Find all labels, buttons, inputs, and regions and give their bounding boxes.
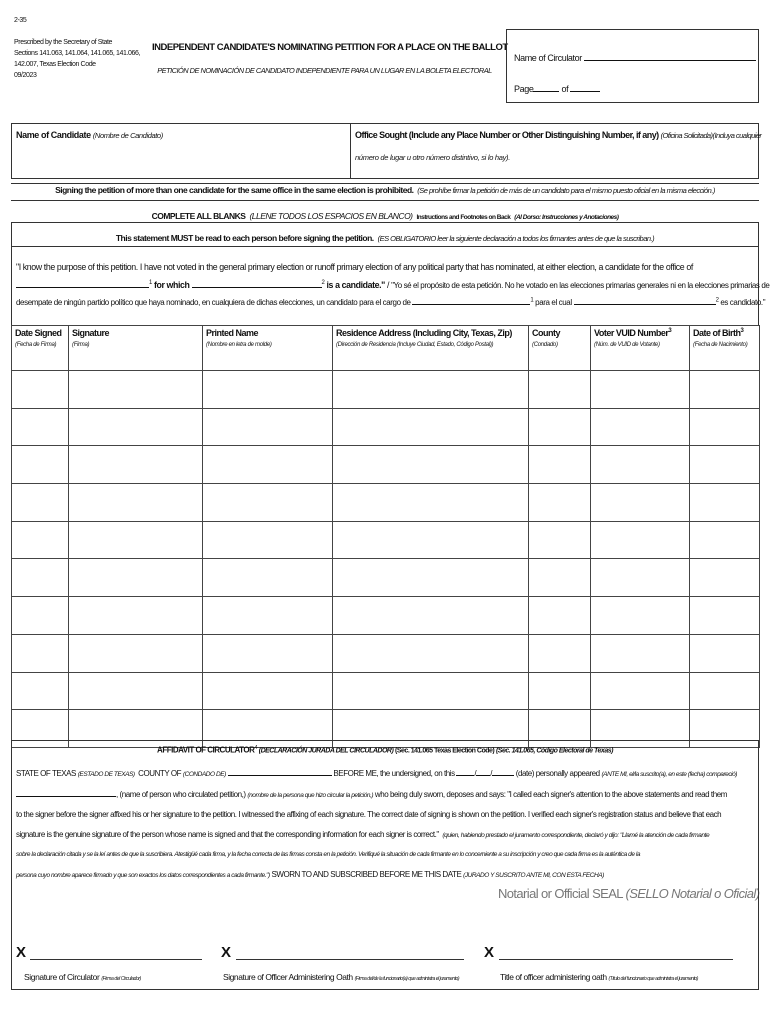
county-cell[interactable] [529, 559, 591, 597]
signature-cell[interactable] [69, 408, 203, 446]
col-county: County (Condado) [529, 326, 591, 371]
office-sought-label: Office Sought (Include any Place Number or Other Distinguishing Number, if any) (Oficina Solicitada)(Incluya cualquier [355, 130, 762, 140]
page-total-field[interactable] [570, 82, 600, 92]
prescribed-line: Prescribed by the Secretary of State [14, 39, 113, 46]
county-cell[interactable] [529, 484, 591, 522]
date-signed-cell[interactable] [12, 408, 69, 446]
col-printed-name: Printed Name (Nombre en letra de molde) [203, 326, 333, 371]
office-sought-label-es: número de lugar u otro número distintivo, si lo hay). [355, 153, 511, 162]
col-signature: Signature (Firma) [69, 326, 203, 371]
affidavit-title: AFFIDAVIT OF CIRCULATOR$^4$ (DECLARACIÓN JURADA DEL CIRCULADOR) (Sec. 141.065 Texas Election Code) (Sec. 141.065, Código Electoral de Texas) [157, 745, 613, 755]
printed-name-cell[interactable] [203, 371, 333, 409]
signature-cell[interactable] [69, 521, 203, 559]
candidate-name-field[interactable] [13, 145, 348, 177]
prohibited-notice: Signing the petition of more than one candidate for the same office in the same election is prohibited. (Se prohíbe firmar la petición de más de un candidato para el mismo puesto oficial en la misma elección.) [55, 185, 715, 195]
residence-address-cell[interactable] [333, 484, 529, 522]
table-row [12, 484, 760, 522]
signature-cell[interactable] [69, 446, 203, 484]
residence-address-cell[interactable] [333, 521, 529, 559]
vuid-cell[interactable] [591, 521, 690, 559]
residence-address-cell[interactable] [333, 672, 529, 710]
date-of-birth-cell[interactable] [690, 446, 760, 484]
vuid-cell[interactable] [591, 408, 690, 446]
col-residence: Residence Address (Including City, Texas, Zip) (Dirección de Residencia (Incluye Ciudad, Estado, Código Postal)) [333, 326, 529, 371]
county-cell[interactable] [529, 597, 591, 635]
date-of-birth-cell[interactable] [690, 634, 760, 672]
affidavit-body: STATE OF TEXAS (ESTADO DE TEXAS) COUNTY OF (CONDADO DE) BEFORE ME, the undersigned, on this / / (date) personally appeared (ANTE MI, el/la suscrito(a), en este (fecha) compareció) , (name of person who circulated petition,) (nombre de la persona que hizo circular la petición,) who being duly sworn, deposes and says: "I called each signer's attention to the above statements and read them to the signer before the signer affixed his or her signature to the petition. I witnessed the affixing of each signature. The correct date of signing is shown on the petition. I verified each signer's registration status and believe that each signature is the genuine signature of the person whose name is signed and that the corresponding information for each signer is correct." (quien, habiendo prestado el juramento correspondiente, declaró y dijo: "Llamé la atención de cada firmante sobre la declaración citada y se la leí antes de que la suscribiera. Atestigüé cada firma, y la fecha correcta de las firmas consta en la petición. Verifiqué la situación de cada firmante en lo concerniente a su inscripción y creo que cada firma es la auténtica de la persona cuyo nombre aparece firmado y que son exactos los datos correspondientes a cada firmante.") SWORN TO AND SUBSCRIBED BEFORE ME THIS DATE (JURADO Y SUSCRITO ANTE MI, CON ESTA FECHA) [16, 764, 756, 885]
candidate-blank-1[interactable] [192, 278, 322, 288]
vuid-cell[interactable] [591, 597, 690, 635]
complete-all-blanks: COMPLETE ALL BLANKS (LLENE TODOS LOS ESPACIOS EN BLANCO) Instructions and Footnotes on Back (Al Dorso: Instrucciones y Anotaciones) [151, 211, 619, 221]
printed-name-cell[interactable] [203, 408, 333, 446]
residence-address-cell[interactable] [333, 559, 529, 597]
date-signed-cell[interactable] [12, 371, 69, 409]
vuid-cell[interactable] [591, 371, 690, 409]
date-of-birth-cell[interactable] [690, 484, 760, 522]
form-title: INDEPENDENT CANDIDATE'S NOMINATING PETITION FOR A PLACE ON THE BALLOT [152, 42, 508, 53]
circulator-label: Name of Circulator [514, 53, 582, 63]
vuid-cell[interactable] [591, 672, 690, 710]
date-signed-cell[interactable] [12, 521, 69, 559]
col-dob: Date of Birth$^3$ (Fecha de Nacimiento) [690, 326, 760, 371]
vuid-cell[interactable] [591, 446, 690, 484]
x-mark-title: X [484, 944, 495, 961]
signer-table [11, 325, 760, 748]
date-signed-cell[interactable] [12, 446, 69, 484]
date-of-birth-cell[interactable] [690, 521, 760, 559]
table-header-row [12, 326, 760, 371]
county-cell[interactable] [529, 634, 591, 672]
x-mark-officer: X [221, 944, 232, 961]
residence-address-cell[interactable] [333, 408, 529, 446]
signature-cell[interactable] [69, 634, 203, 672]
table-row [12, 521, 760, 559]
form-number: 2-35 [14, 17, 27, 24]
officer-signature-caption: Signature of Officer Administering Oath (Firma del/de la funcionario(a) que administra el juramento) [223, 972, 460, 982]
residence-address-cell[interactable] [333, 597, 529, 635]
county-cell[interactable] [529, 446, 591, 484]
of-label: of [561, 84, 569, 94]
page-border-bottom [11, 740, 759, 990]
county-cell[interactable] [529, 672, 591, 710]
date-of-birth-cell[interactable] [690, 559, 760, 597]
signature-cell[interactable] [69, 371, 203, 409]
signature-cell[interactable] [69, 484, 203, 522]
table-row [12, 597, 760, 635]
table-row [12, 672, 760, 710]
vuid-cell[interactable] [591, 484, 690, 522]
statement-text: "I know the purpose of this petition. I have not voted in the general primary election or runoff primary election of any political party that has nominated, at either election, a candidate for the office of $^1$ for which $^2$ is a candidate." / "Yo sé el propósito de esta petición. No he votado en las elecciones primarias generales ni en la elecciones primarias de desempate de ningún partido político que haya nominado, en cualquiera de dichas elecciones, un candidato para el cargo de $^1$ para el cual $^2$ es candidato." [16, 262, 770, 307]
prescribed-by [14, 37, 154, 81]
prescribed-line: 142.007, Texas Election Code [14, 61, 96, 68]
candidate-name-label: Name of Candidate (Nombre de Candidato) [16, 130, 163, 140]
page-label: Page [514, 84, 534, 94]
circulator-box [506, 29, 759, 103]
table-row [12, 408, 760, 446]
prescribed-line: 09/2023 [14, 72, 37, 79]
residence-address-cell[interactable] [333, 446, 529, 484]
table-row [12, 559, 760, 597]
date-of-birth-cell[interactable] [690, 672, 760, 710]
vuid-cell[interactable] [591, 559, 690, 597]
x-mark-circulator: X [16, 944, 27, 961]
page-number-field[interactable] [533, 82, 559, 92]
residence-address-cell[interactable] [333, 634, 529, 672]
date-of-birth-cell[interactable] [690, 597, 760, 635]
printed-name-cell[interactable] [203, 484, 333, 522]
date-signed-cell[interactable] [12, 672, 69, 710]
date-signed-cell[interactable] [12, 484, 69, 522]
col-date-signed: Date Signed (Fecha de Firma) [12, 326, 69, 371]
vuid-cell[interactable] [591, 634, 690, 672]
printed-name-cell[interactable] [203, 521, 333, 559]
circulator-field[interactable] [584, 51, 756, 61]
signature-cell[interactable] [69, 672, 203, 710]
printed-name-cell[interactable] [203, 634, 333, 672]
date-signed-cell[interactable] [12, 559, 69, 597]
signature-cell[interactable] [69, 597, 203, 635]
circulator-signature-caption: Signature of Circulator (Firma del Circulador) [24, 972, 141, 982]
date-of-birth-cell[interactable] [690, 371, 760, 409]
candidate-blank-es[interactable] [574, 295, 716, 305]
date-of-birth-cell[interactable] [690, 408, 760, 446]
date-signed-cell[interactable] [12, 634, 69, 672]
county-cell[interactable] [529, 371, 591, 409]
county-cell[interactable] [529, 408, 591, 446]
printed-name-cell[interactable] [203, 559, 333, 597]
read-notice: This statement MUST be read to each person before signing the petition. (ES OBLIGATORIO leer la siguiente declaración a todos los firmantes antes de que la suscriban.) [115, 233, 655, 243]
county-cell[interactable] [529, 521, 591, 559]
table-row [12, 446, 760, 484]
notary-seal-label: Notarial or Official SEAL (SELLO Notarial o Oficial) [498, 886, 760, 901]
table-row [12, 371, 760, 409]
form-title-es: PETICIÓN DE NOMINACIÓN DE CANDIDATO INDEPENDIENTE PARA UN LUGAR EN LA BOLETA ELECTORAL [157, 66, 492, 75]
office-blank-1[interactable] [16, 278, 149, 288]
col-vuid: Voter VUID Number$^3$ (Núm. de VUID de Votante) [591, 326, 690, 371]
printed-name-cell[interactable] [203, 672, 333, 710]
signature-cell[interactable] [69, 559, 203, 597]
statement-line-1: "I know the purpose of this petition. I have not voted in the general primary election or runoff primary election of any political party that has nominated, at either election, a candidate for the office of [16, 262, 693, 272]
table-row [12, 634, 760, 672]
residence-address-cell[interactable] [333, 371, 529, 409]
date-signed-cell[interactable] [12, 597, 69, 635]
prescribed-line: Sections 141.063, 141.064, 141.065, 141.066, [14, 50, 141, 57]
office-blank-es[interactable] [412, 295, 530, 305]
printed-name-cell[interactable] [203, 597, 333, 635]
printed-name-cell[interactable] [203, 446, 333, 484]
officer-title-caption: Title of officer administering oath (Título del funcionario que administra el juramento) [500, 972, 698, 982]
